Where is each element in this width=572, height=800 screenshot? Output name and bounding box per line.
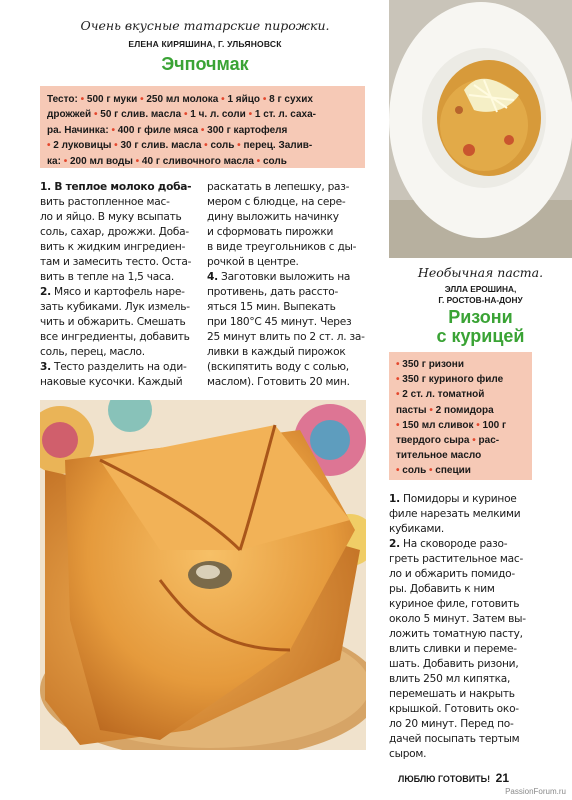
recipe1-title: Эчпочмак <box>161 54 249 74</box>
step-line: дачей посыпать тертым <box>389 733 520 745</box>
step-number: 4. <box>207 271 218 283</box>
step-line: 2. Мясо и картофель наре- <box>40 286 185 298</box>
bullet-icon: • <box>204 140 208 152</box>
title-line: Ризони <box>448 307 513 327</box>
bullet-icon: • <box>396 419 400 431</box>
bullet-icon: • <box>140 94 144 105</box>
recipe1-steps-col1 <box>40 180 203 390</box>
step-line: противень, дать рассто- <box>207 286 339 298</box>
step-line: мером с блюдце, на сере- <box>207 196 346 208</box>
step-line: дину выложить начинку <box>207 211 339 223</box>
page-footer <box>398 771 509 785</box>
bullet-icon: • <box>111 124 115 136</box>
bullet-icon: • <box>429 465 433 477</box>
bullet-icon: • <box>248 109 253 121</box>
step-line: ло 20 минут. Перед по- <box>389 718 514 730</box>
step-line: при 180°С 45 минут. Через <box>207 316 352 328</box>
step-line: чить и обжарить. Смешать <box>40 316 186 328</box>
step-line: 4. Заготовки выложить на <box>207 271 351 283</box>
bullet-icon: • <box>93 109 98 121</box>
bullet-icon: • <box>429 404 433 416</box>
step-line: 2. На сковороде разо- <box>389 538 508 550</box>
recipe1-steps-col2 <box>207 180 369 390</box>
bullet-icon: • <box>63 155 68 167</box>
bullet-icon: • <box>80 94 85 105</box>
ingredients-line: ка: • 200 мл воды • 40 г сливочного масла • соль <box>47 155 287 167</box>
step-line: в виде треугольников с ды- <box>207 241 357 253</box>
step-line: ложить томатную пасту, <box>389 628 523 640</box>
step-line: кубиками. <box>389 523 444 535</box>
ingredients-line: • 350 г ризони <box>396 359 464 370</box>
step-line: влить сливки и переме- <box>389 643 517 655</box>
step-line: зать кубиками. Лук измель- <box>40 301 190 313</box>
step-line: ры. Добавить к ним <box>389 583 495 595</box>
bullet-icon: • <box>396 389 400 401</box>
risoni-image <box>389 0 572 258</box>
step-line: греть растительное мас- <box>389 553 524 565</box>
bullet-icon: • <box>476 419 480 431</box>
ingredients-line: твердого сыра • рас- <box>396 435 500 447</box>
page-number: 21 <box>495 771 510 785</box>
ingredients-line: дрожжей • 50 г слив. масла • 1 ч. л. соли • 1 ст. л. саха- <box>47 109 316 121</box>
step-number: 1. <box>40 181 51 193</box>
ingredients-line: • 2 ст. л. томатной <box>396 389 485 401</box>
step-line: 3. Тесто разделить на оди- <box>40 361 187 373</box>
step-line: ло и яйцо. В муку всыпать <box>40 211 182 223</box>
echpochmak-image <box>40 400 366 750</box>
step-line: раскатать в лепешку, раз- <box>207 181 350 193</box>
step-line: 1. В теплое молоко доба- <box>40 181 192 193</box>
magazine-name: ЛЮБЛЮ ГОТОВИТЬ! <box>398 774 491 784</box>
bullet-icon: • <box>221 94 225 105</box>
author-line: ЭЛЛА ЕРОШИНА, <box>444 284 517 294</box>
bullet-icon: • <box>472 435 476 447</box>
bullet-icon: • <box>396 374 400 386</box>
step-line: маслом). Готовить 20 мин. <box>207 376 350 388</box>
bullet-icon: • <box>262 94 267 105</box>
ingredients-line: • 350 г куриного филе <box>396 374 504 386</box>
step-line: соль, перец, масло. <box>40 346 145 358</box>
step-line: 25 минут влить по 2 ст. л. за- <box>207 331 365 343</box>
step-line: соль, сахар, дрожжи. Доба- <box>40 226 189 238</box>
ingredients-line: • 2 луковицы • 30 г слив. масла • соль • перец. Залив- <box>47 140 313 152</box>
recipe2-author <box>389 284 572 305</box>
step-line: яться 15 мин. Выпекать <box>207 301 336 313</box>
bullet-icon: • <box>237 140 241 152</box>
echpochmak-photo <box>40 400 366 750</box>
recipe1-subtitle: Очень вкусные татарские пирожки. <box>80 18 330 33</box>
ingredients-line: пасты • 2 помидора <box>396 404 494 416</box>
ingredients-line: • соль • специи <box>396 465 471 477</box>
recipe1-author: ЕЛЕНА КИРЯШИНА, Г. УЛЬЯНОВСК <box>128 39 282 49</box>
step-line: ливки в каждый пирожок <box>207 346 346 358</box>
bullet-icon: • <box>135 155 140 167</box>
step-number: 1. <box>389 493 400 505</box>
ingredients-line: тительное масло <box>396 450 482 462</box>
step-line: шать. Добавить ризони, <box>389 658 519 670</box>
bullet-icon: • <box>200 124 205 136</box>
step-line: наковые кусочки. Каждый <box>40 376 183 388</box>
step-line: и сформовать пирожки <box>207 226 334 238</box>
step-line: все ингредиенты, добавить <box>40 331 190 343</box>
recipe2-subtitle: Необычная паста. <box>417 265 544 280</box>
step-line: около 5 минут. Затем вы- <box>389 613 526 625</box>
recipe1-ingredients-box <box>40 86 365 168</box>
step-line: там и замесить тесто. Оста- <box>40 256 192 268</box>
bullet-icon: • <box>183 109 188 121</box>
ingredients-line: • 150 мл сливок • 100 г <box>396 419 507 431</box>
step-line: вить растопленное мас- <box>40 196 170 208</box>
step-line: перемешать и накрыть <box>389 688 515 700</box>
bullet-icon: • <box>256 155 261 167</box>
bullet-icon: • <box>396 359 400 370</box>
step-line: филе нарезать мелкими <box>389 508 521 520</box>
step-line: 1. Помидоры и куриное <box>389 493 517 505</box>
step-line: вить к жидким ингредиен- <box>40 241 186 253</box>
recipe2-title <box>389 308 572 346</box>
step-line: рочкой в центре. <box>207 256 299 268</box>
step-line: сыром. <box>389 748 427 760</box>
ingredients-line: Тесто: • 500 г муки • 250 мл молока • 1 яйцо • 8 г сухих <box>47 94 313 105</box>
bullet-icon: • <box>396 465 400 477</box>
ingredients-line: ра. Начинка: • 400 г филе мяса • 300 г картофеля <box>47 124 288 136</box>
bullet-icon: • <box>114 140 118 152</box>
step-line: вить в тепле на 1,5 часа. <box>40 271 174 283</box>
step-line: крышкой. Готовить око- <box>389 703 519 715</box>
recipe2-steps <box>389 492 569 762</box>
step-line: куриное филе, готовить <box>389 598 520 610</box>
step-line: влить 250 мл кипятка, <box>389 673 511 685</box>
watermark: PassionForum.ru <box>505 787 566 796</box>
step-line: (вскипятить воду с солью, <box>207 361 349 373</box>
step-number: 2. <box>389 538 400 550</box>
step-line: ло и обжарить помидо- <box>389 568 515 580</box>
risoni-photo <box>389 0 572 258</box>
title-line: с курицей <box>436 326 525 346</box>
recipe2-ingredients-box <box>389 352 532 480</box>
step-number: 2. <box>40 286 51 298</box>
step-number: 3. <box>40 361 51 373</box>
author-line: Г. РОСТОВ-НА-ДОНУ <box>438 294 523 305</box>
bullet-icon: • <box>47 140 51 152</box>
